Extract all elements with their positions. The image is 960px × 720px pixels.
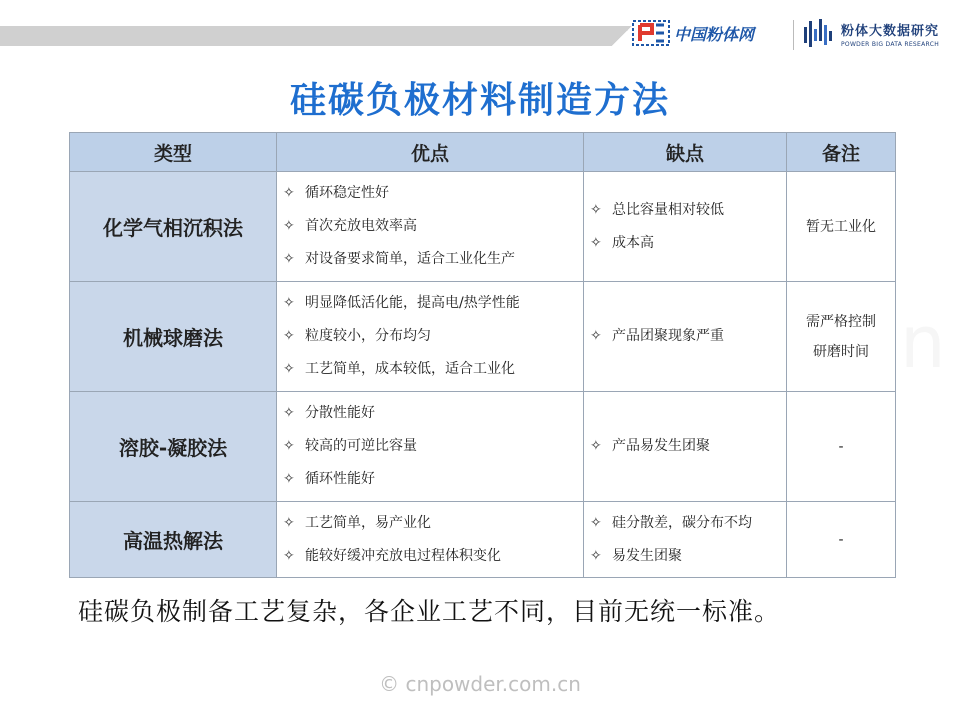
logo-divider <box>793 20 794 50</box>
note-cell <box>787 502 896 578</box>
cnpowder-logo-text: 中国粉体网 <box>674 24 755 44</box>
con-item <box>590 430 786 463</box>
con-item <box>590 194 786 227</box>
pro-item-text: 循环性能好 <box>305 471 375 487</box>
pro-item <box>283 463 583 496</box>
pro-item-text: 分散性能好 <box>305 405 375 421</box>
pros-cell <box>277 282 584 392</box>
note-line: 需严格控制 <box>806 313 876 330</box>
pro-item <box>283 430 583 463</box>
pro-item <box>283 210 583 243</box>
pro-item <box>283 287 583 320</box>
top-decor-bar-tail <box>612 26 632 46</box>
con-item <box>590 540 786 573</box>
pro-item-text: 对设备要求简单，适合工业化生产 <box>305 251 515 267</box>
con-item-text: 总比容量相对较低 <box>612 201 724 218</box>
diamond-bullet-icon: ✧ <box>283 471 295 487</box>
pro-item <box>283 397 583 430</box>
con-item-text: 产品团聚现象严重 <box>612 328 724 344</box>
cnpowder-logo[interactable] <box>632 18 754 48</box>
con-item <box>590 507 786 540</box>
pro-item-text: 较高的可逆比容量 <box>305 438 417 454</box>
pro-item-text: 首次充放电效率高 <box>305 218 417 234</box>
diamond-bullet-icon: ✧ <box>283 361 295 377</box>
con-item-text: 易发生团聚 <box>612 547 682 564</box>
diamond-bullet-icon: ✧ <box>590 234 602 251</box>
note-cell <box>787 282 896 392</box>
con-item <box>590 320 786 353</box>
cons-cell <box>584 282 787 392</box>
pro-item <box>283 540 583 573</box>
powder-big-data-logo-cn: 粉体大数据研究 <box>841 24 940 39</box>
diamond-bullet-icon: ✧ <box>590 547 602 564</box>
method-type-cell: 化学气相沉积法 <box>70 172 277 282</box>
pros-cell <box>277 392 584 502</box>
bar-chart-logo-icon <box>802 17 836 51</box>
table-row <box>70 502 896 578</box>
cnpowder-logo-icon <box>632 18 670 48</box>
table-row <box>70 282 896 392</box>
cons-cell <box>584 502 787 578</box>
column-header-type: 类型 <box>70 133 277 172</box>
pro-item <box>283 353 583 386</box>
diamond-bullet-icon: ✧ <box>283 328 295 344</box>
pro-item <box>283 177 583 210</box>
method-type-cell: 机械球磨法 <box>70 282 277 392</box>
diamond-bullet-icon: ✧ <box>590 438 602 454</box>
con-item-text: 成本高 <box>612 234 654 251</box>
column-header-pros: 优点 <box>277 133 584 172</box>
pro-item-text: 工艺简单，易产业化 <box>305 514 431 531</box>
diamond-bullet-icon: ✧ <box>590 201 602 218</box>
top-decor-bar <box>0 26 612 46</box>
slide-title: 硅碳负极材料制造方法 <box>289 80 670 121</box>
table-row <box>70 172 896 282</box>
table-row <box>70 392 896 502</box>
con-item <box>590 227 786 260</box>
con-item-text: 硅分散差，碳分布不均 <box>612 514 752 531</box>
diamond-bullet-icon: ✧ <box>283 295 295 311</box>
pros-cell <box>277 172 584 282</box>
note-cell <box>787 172 896 282</box>
method-type-cell: 高温热解法 <box>70 502 277 578</box>
note-line: - <box>838 438 844 455</box>
note-cell <box>787 392 896 502</box>
column-header-cons: 缺点 <box>584 133 787 172</box>
pro-item <box>283 507 583 540</box>
pro-item-text: 循环稳定性好 <box>305 185 389 201</box>
diamond-bullet-icon: ✧ <box>590 328 602 344</box>
diamond-bullet-icon: ✧ <box>283 514 295 531</box>
diamond-bullet-icon: ✧ <box>283 185 295 201</box>
conclusion-text: 硅碳负极制备工艺复杂，各企业工艺不同，目前无统一标准。 <box>78 597 781 626</box>
note-line: - <box>838 531 844 548</box>
diamond-bullet-icon: ✧ <box>590 514 602 531</box>
pro-item <box>283 243 583 276</box>
cons-cell <box>584 172 787 282</box>
table-body <box>70 172 896 578</box>
diamond-bullet-icon: ✧ <box>283 251 295 267</box>
pro-item-text: 粒度较小，分布均匀 <box>305 328 431 344</box>
con-item-text: 产品易发生团聚 <box>612 438 710 454</box>
pro-item-text: 能较好缓冲充放电过程体积变化 <box>305 547 501 564</box>
powder-big-data-logo[interactable] <box>802 17 939 51</box>
method-type-cell: 溶胶-凝胶法 <box>70 392 277 502</box>
note-line: 暂无工业化 <box>806 218 876 235</box>
column-header-note: 备注 <box>787 133 896 172</box>
diamond-bullet-icon: ✧ <box>283 438 295 454</box>
pro-item <box>283 320 583 353</box>
powder-big-data-logo-en: POWDER BIG DATA RESEARCH <box>841 41 940 48</box>
diamond-bullet-icon: ✧ <box>283 405 295 421</box>
diamond-bullet-icon: ✧ <box>283 547 295 564</box>
table-header-row <box>70 133 896 172</box>
pro-item-text: 明显降低活化能，提高电/热学性能 <box>305 295 520 311</box>
cons-cell <box>584 392 787 502</box>
pro-item-text: 工艺简单，成本较低，适合工业化 <box>305 361 515 377</box>
pros-cell <box>277 502 584 578</box>
note-line: 研磨时间 <box>813 343 869 360</box>
methods-table <box>69 132 896 578</box>
diamond-bullet-icon: ✧ <box>283 218 295 234</box>
copyright-text: © cnpowder.com.cn <box>379 672 581 696</box>
